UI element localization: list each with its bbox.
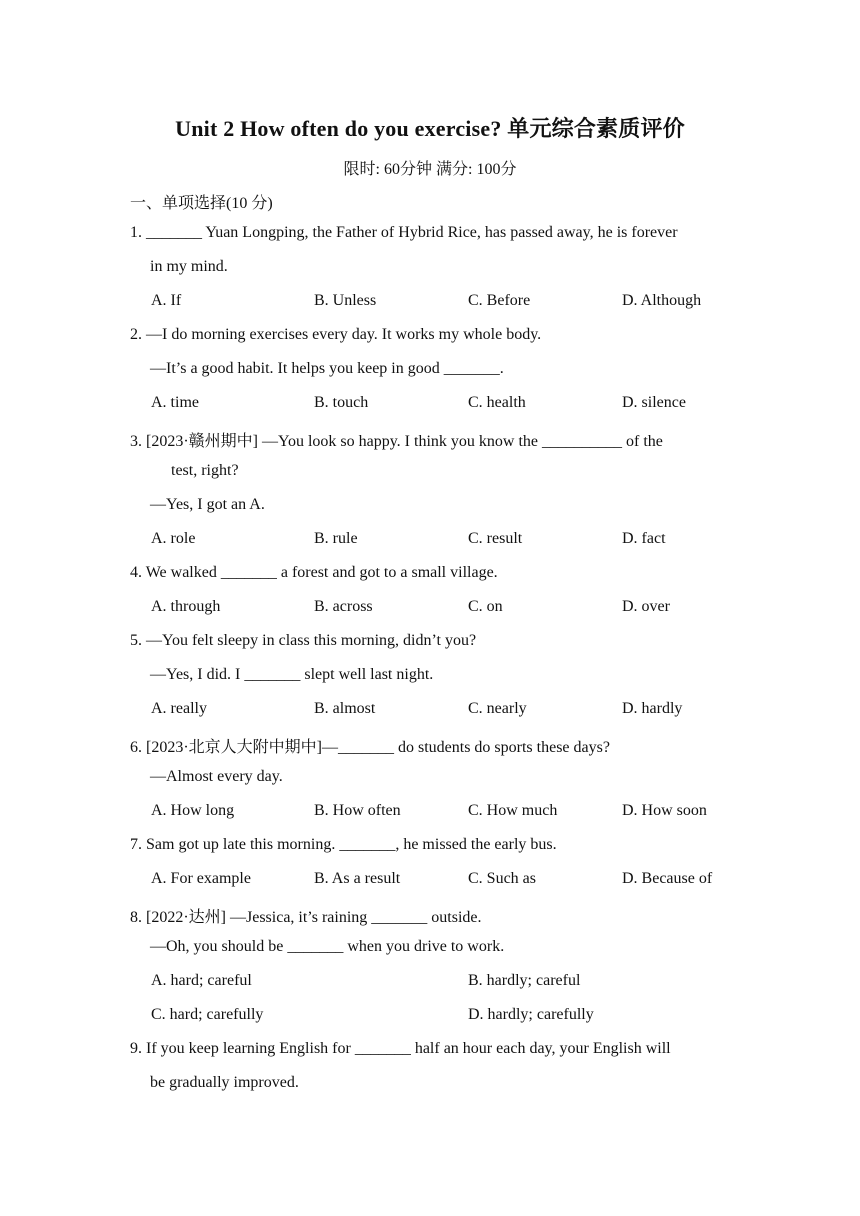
- question-5-reply: —Yes, I did. I _______ slept well last night.: [150, 666, 434, 683]
- question-8-option-c: C. hard; carefully: [151, 1006, 264, 1023]
- question-1-stem: 1. _______ Yuan Longping, the Father of Hybrid Rice, has passed away, he is forever: [130, 224, 678, 241]
- question-6-option-a: A. How long: [151, 802, 235, 819]
- question-2-option-b: B. touch: [314, 394, 369, 411]
- question-1-stem-cont: in my mind.: [150, 258, 228, 275]
- question-6-option-b: B. How often: [314, 802, 401, 819]
- question-7-option-c: C. Such as: [468, 870, 536, 887]
- section-heading: 一、单项选择(10 分): [130, 195, 273, 212]
- question-4-option-b: B. across: [314, 598, 373, 615]
- question-7-option-a: A. For example: [151, 870, 251, 887]
- question-2-option-c: C. health: [468, 394, 526, 411]
- question-5-option-a: A. really: [151, 700, 207, 717]
- question-5-option-c: C. nearly: [468, 700, 527, 717]
- question-9-stem: 9. If you keep learning English for _______ half an hour each day, your English will: [130, 1040, 671, 1057]
- question-3-stem: 3. [2023·赣州期中] —You look so happy. I think you know the __________ of the: [130, 433, 663, 450]
- question-6-option-d: D. How soon: [622, 802, 707, 819]
- question-7-option-d: D. Because of: [622, 870, 713, 887]
- question-8-stem: 8. [2022·达州] —Jessica, it’s raining _______ outside.: [130, 909, 482, 926]
- question-8-option-a: A. hard; careful: [151, 972, 252, 989]
- question-2-stem: 2. —I do morning exercises every day. It works my whole body.: [130, 326, 542, 343]
- question-4-stem: 4. We walked _______ a forest and got to a small village.: [130, 564, 498, 581]
- question-7-stem: 7. Sam got up late this morning. _______, he missed the early bus.: [130, 836, 557, 853]
- question-8-option-d: D. hardly; carefully: [468, 1006, 594, 1023]
- question-2-reply: —It’s a good habit. It helps you keep in good _______.: [150, 360, 504, 377]
- page-title: Unit 2 How often do you exercise? 单元综合素质评价: [175, 116, 685, 141]
- question-4-option-d: D. over: [622, 598, 670, 615]
- question-5-option-d: D. hardly: [622, 700, 683, 717]
- question-2-option-a: A. time: [151, 394, 199, 411]
- question-4-option-c: C. on: [468, 598, 503, 615]
- question-9-stem-cont: be gradually improved.: [150, 1074, 299, 1091]
- time-score-info: 限时: 60分钟 满分: 100分: [343, 161, 517, 178]
- question-8-option-b: B. hardly; careful: [468, 972, 581, 989]
- question-1-option-b: B. Unless: [314, 292, 377, 309]
- question-4-option-a: A. through: [151, 598, 221, 615]
- question-3-option-a: A. role: [151, 530, 196, 547]
- question-6-stem: 6. [2023·北京人大附中期中]—_______ do students do sports these days?: [130, 739, 610, 756]
- question-3-stem-cont: test, right?: [171, 462, 239, 479]
- question-2-option-d: D. silence: [622, 394, 686, 411]
- question-1-option-c: C. Before: [468, 292, 531, 309]
- question-3-option-b: B. rule: [314, 530, 358, 547]
- question-6-option-c: C. How much: [468, 802, 558, 819]
- question-3-option-c: C. result: [468, 530, 523, 547]
- question-3-option-d: D. fact: [622, 530, 666, 547]
- question-3-reply: —Yes, I got an A.: [150, 496, 265, 513]
- question-5-option-b: B. almost: [314, 700, 376, 717]
- question-8-reply: —Oh, you should be _______ when you drive to work.: [150, 938, 505, 955]
- question-7-option-b: B. As a result: [314, 870, 401, 887]
- question-1-option-a: A. If: [151, 292, 182, 309]
- question-6-reply: —Almost every day.: [150, 768, 283, 785]
- question-1-option-d: D. Although: [622, 292, 702, 309]
- question-5-stem: 5. —You felt sleepy in class this morning, didn’t you?: [130, 632, 477, 649]
